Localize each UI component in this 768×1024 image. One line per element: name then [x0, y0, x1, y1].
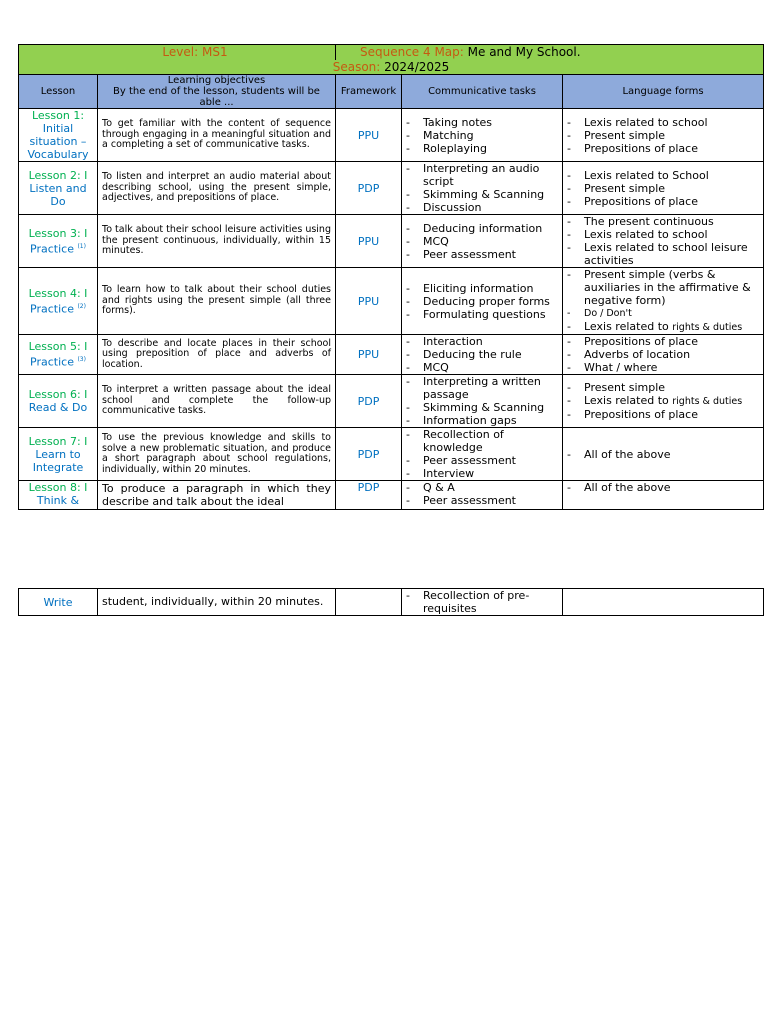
task-item: - Formulating questions: [406, 308, 560, 321]
col-lesson: Lesson: [19, 75, 98, 109]
framework-cell: PDP: [336, 428, 402, 481]
task-item: - Interaction: [406, 335, 560, 348]
table-row: [19, 215, 764, 268]
task-item: - MCQ: [406, 361, 560, 374]
task-item: - Deducing information: [406, 222, 560, 235]
table-row: [19, 162, 764, 215]
form-item: - What / where: [567, 361, 761, 374]
level-label: Level:: [162, 45, 199, 60]
framework-cell: PDP: [336, 481, 402, 510]
lesson-name: Listen and Do: [29, 181, 87, 208]
task-item: - Peer assessment: [406, 454, 560, 467]
lesson-prefix: Lesson 8: I: [28, 481, 88, 494]
lesson-prefix: Lesson 2: I: [28, 168, 88, 182]
task-item: - Deducing proper forms: [406, 295, 560, 308]
objective-cell: To use the previous knowledge and skills to solve a new problematic situation, and produce a short paragraph about school regulations, individually, within 20 minutes.: [98, 428, 336, 481]
form-item: - Prepositions of place: [567, 408, 761, 421]
form-item: - The present continuous: [567, 215, 761, 228]
form-item: - Prepositions of place: [567, 335, 761, 348]
form-item: - Prepositions of place: [567, 142, 761, 155]
sequence-map-table: [18, 44, 764, 510]
lesson-prefix: Lesson 1:: [31, 109, 85, 122]
level-cell: [19, 45, 336, 60]
forms-cell: [563, 481, 764, 510]
lesson-cell: [19, 481, 98, 510]
form-item: - Present simple: [567, 182, 761, 195]
task-item: - Eliciting information: [406, 282, 560, 295]
form-item: - All of the above: [567, 448, 761, 461]
forms-cell: [563, 335, 764, 375]
form-item: - Present simple (verbs & auxiliaries in the affirmative & negative form): [567, 268, 761, 307]
lesson-cell: [19, 375, 98, 428]
task-item: - Skimming & Scanning: [406, 188, 560, 201]
tasks-cell: [402, 335, 563, 375]
tasks-cell: [402, 109, 563, 162]
form-item: - Present simple: [567, 129, 761, 142]
framework-cell: PPU: [336, 109, 402, 162]
table-row: [19, 109, 764, 162]
task-item: - Interpreting an audio script: [406, 162, 560, 188]
lesson-prefix: Lesson 5: I: [28, 340, 88, 354]
lesson-name: Practice: [30, 242, 74, 256]
lesson-name: Practice: [30, 355, 74, 369]
framework-cell: PDP: [336, 375, 402, 428]
lesson-name: Write: [19, 589, 98, 616]
form-item: [567, 320, 761, 334]
table-row: [19, 268, 764, 335]
col-objectives: [98, 75, 336, 109]
tasks-cell: [402, 481, 563, 510]
form-item: - Lexis related to School: [567, 169, 761, 182]
task-item: - Interpreting a written passage: [406, 375, 560, 401]
lesson-name: Think &: [36, 494, 80, 507]
framework-cell: PDP: [336, 162, 402, 215]
form-item-text: Lexis related to: [584, 320, 669, 333]
tasks-cell: [402, 162, 563, 215]
lesson-name: Initial situation – Vocabulary: [27, 122, 89, 161]
forms-cell: [563, 162, 764, 215]
task-item: - Discussion: [406, 201, 560, 214]
objective-cell: To produce a paragraph in which they describe and talk about the ideal: [98, 481, 336, 510]
sequence-label: Sequence 4 Map:: [360, 45, 464, 60]
objective-cell: To learn how to talk about their school duties and rights using the present simple (all three forms).: [98, 268, 336, 335]
form-item: - All of the above: [567, 481, 761, 494]
season-label: Season:: [332, 59, 381, 74]
task-item: - Roleplaying: [406, 142, 560, 155]
tasks-cell: [402, 215, 563, 268]
tasks-cell: [402, 375, 563, 428]
season-value: 2024/2025: [384, 59, 450, 74]
framework-cell: PPU: [336, 215, 402, 268]
sequence-value: Me and My School.: [467, 45, 581, 60]
table-row: [19, 428, 764, 481]
task-item: - Interview: [406, 467, 560, 480]
task-item: - Recollection of pre-requisites: [406, 589, 560, 615]
task-item: - Taking notes: [406, 116, 560, 129]
task-item: - Q & A: [406, 481, 560, 494]
framework-cell: PPU: [336, 335, 402, 375]
task-item: - Skimming & Scanning: [406, 401, 560, 414]
task-item: - Peer assessment: [406, 248, 560, 261]
header-row: [19, 75, 764, 109]
col-framework: Framework: [336, 75, 402, 109]
task-item: - Recollection of knowledge: [406, 428, 560, 454]
task-item: - Matching: [406, 129, 560, 142]
season-row: [19, 60, 764, 75]
objective-cell: student, individually, within 20 minutes.: [98, 589, 336, 616]
task-item: - Peer assessment: [406, 494, 560, 507]
lesson-prefix: Lesson 6: I: [28, 388, 88, 401]
task-item: - Deducing the rule: [406, 348, 560, 361]
lesson-sup: (2): [77, 302, 86, 310]
lesson-prefix: Lesson 7: I: [28, 434, 88, 448]
form-item: - Lexis related to school: [567, 116, 761, 129]
objective-cell: To talk about their school leisure activities using the present continuous, individually, within 15 minutes.: [98, 215, 336, 268]
tasks-cell: [402, 589, 563, 616]
table-row: [19, 335, 764, 375]
season-cell: [19, 60, 764, 75]
col-tasks: Communicative tasks: [402, 75, 563, 109]
lesson-cell: [19, 428, 98, 481]
form-item-text-small: rights & duties: [672, 396, 743, 407]
framework-cell: [336, 589, 402, 616]
lesson-cell: [19, 162, 98, 215]
sequence-cell: [336, 45, 764, 60]
lesson-sup: (3): [77, 356, 86, 364]
table-row: [19, 589, 764, 616]
lesson-cell: [19, 335, 98, 375]
lesson-name: Learn to Integrate: [32, 447, 84, 474]
lesson-prefix: Lesson 3: I: [28, 226, 88, 240]
form-item: - Adverbs of location: [567, 348, 761, 361]
lesson-cell: [19, 109, 98, 162]
forms-cell: [563, 268, 764, 335]
col-objectives-line1: Learning objectives: [167, 75, 266, 86]
form-item: - Present simple: [567, 381, 761, 394]
lesson-name: Practice: [30, 302, 74, 316]
objective-cell: To get familiar with the content of sequence through engaging in a meaningful situation and a completing a set of communicative tasks.: [98, 109, 336, 162]
forms-cell: [563, 215, 764, 268]
lesson-name: Read & Do: [28, 401, 88, 414]
title-row: [19, 45, 764, 60]
forms-cell: [563, 109, 764, 162]
forms-cell: [563, 428, 764, 481]
form-item: - Lexis related to school: [567, 228, 761, 241]
form-item-text: Lexis related to: [584, 394, 669, 407]
lesson-cell: [19, 268, 98, 335]
lesson-sup: (1): [77, 242, 86, 250]
lesson-prefix: Lesson 4: I: [28, 286, 88, 300]
forms-cell: [563, 375, 764, 428]
tasks-cell: [402, 268, 563, 335]
table-row: [19, 375, 764, 428]
col-forms: Language forms: [563, 75, 764, 109]
task-item: - Information gaps: [406, 414, 560, 427]
form-item-text-small: rights & duties: [672, 322, 743, 333]
form-item: - Lexis related to school leisure activities: [567, 241, 761, 267]
form-item: - Do / Don't: [567, 307, 761, 320]
lesson-cell: [19, 215, 98, 268]
task-item: - MCQ: [406, 235, 560, 248]
form-item: [567, 394, 761, 408]
level-value: MS1: [201, 45, 228, 60]
objective-cell: To listen and interpret an audio material about describing school, using the present simple, adjectives, and prepositions of place.: [98, 162, 336, 215]
form-item: - Prepositions of place: [567, 195, 761, 208]
objective-cell: To describe and locate places in their school using preposition of place and adverbs of location.: [98, 335, 336, 375]
table-row: [19, 481, 764, 510]
framework-cell: PPU: [336, 268, 402, 335]
tasks-cell: [402, 428, 563, 481]
objective-cell: To interpret a written passage about the ideal school and complete the follow-up communicative tasks.: [98, 375, 336, 428]
continuation-table: [18, 588, 764, 616]
col-objectives-line2: By the end of the lesson, students will be able ...: [113, 86, 320, 108]
forms-cell: [563, 589, 764, 616]
